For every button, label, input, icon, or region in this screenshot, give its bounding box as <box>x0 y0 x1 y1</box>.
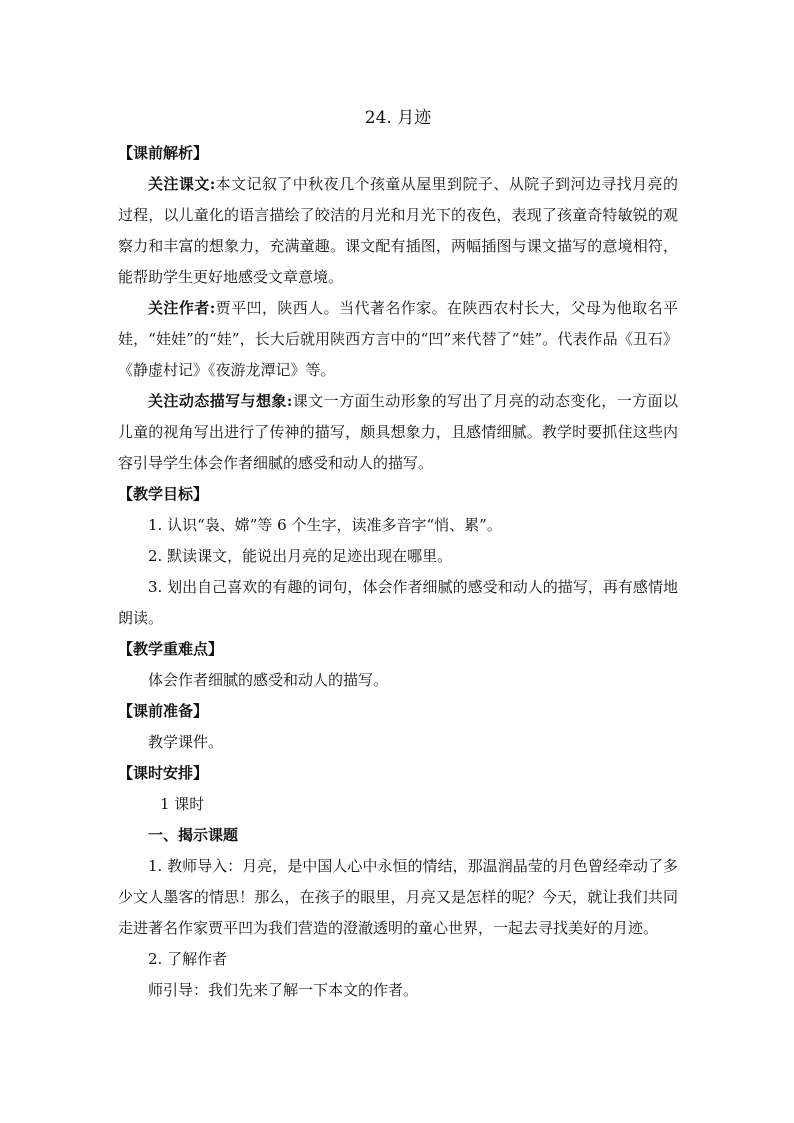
know-author-item: 2. 了解作者 <box>148 950 228 968</box>
section-heading-goals: 【教学目标】 <box>118 485 209 503</box>
section-heading-analysis: 【课前解析】 <box>118 144 209 162</box>
difficulty-text: 体会作者细腻的感受和动人的描写。 <box>148 671 389 689</box>
paragraph-focus-author <box>118 293 678 386</box>
teacher-intro-paragraph: 1. 教师导入：月亮，是中国人心中永恒的情结，那温润晶莹的月色曾经牵动了多少文人墨客的情思！那么，在孩子的眼里，月亮又是怎样的呢？今天，就让我们共同走进著名作家贾平凹为我们营造的澄澈透明的童心世界，一起去寻找美好的月迹。 <box>118 857 678 937</box>
body-focus-description: 课文一方面生动形象的写出了月亮的动态变化，一方面以儿童的视角写出进行了传神的描写，颇具想象力，且感情细腻。教学时要抓住这些内容引导学生体会作者细腻的感受和动人的描写。 <box>118 392 678 472</box>
lead-focus-author: 关注作者: <box>148 299 216 317</box>
subsection-heading-reveal-topic: 一、揭示课题 <box>148 826 239 844</box>
goal-item-2: 2. 默读课文，能说出月亮的足迹出现在哪里。 <box>148 547 453 565</box>
paragraph-focus-text <box>118 169 678 293</box>
paragraph-focus-description <box>118 386 678 479</box>
goal-item-1: 1. 认识“袅、嫦”等 6 个生字，读准多音字“悄、累”。 <box>148 516 502 534</box>
prep-text: 教学课件。 <box>148 733 224 751</box>
section-heading-schedule: 【课时安排】 <box>118 764 209 782</box>
lead-focus-text: 关注课文: <box>148 175 216 193</box>
body-focus-author: 贾平凹，陕西人。当代著名作家。在陕西农村长大，父母为他取名平娃，“娃娃”的“娃”，长大后就用陕西方言中的“凹”来代替了“娃”。代表作品《丑石》《静虚村记》《夜游龙潭记》等。 <box>118 299 678 379</box>
page-title: 24. 月迹 <box>364 108 432 128</box>
goal-item-3: 3. 划出自己喜欢的有趣的词句，体会作者细腻的感受和动人的描写，再有感情地朗读。 <box>118 578 678 627</box>
schedule-text: 1 课时 <box>160 795 205 813</box>
document-page <box>118 100 678 1006</box>
section-heading-prep: 【课前准备】 <box>118 702 209 720</box>
teacher-guide-paragraph: 师引导：我们先来了解一下本文的作者。 <box>148 981 419 999</box>
section-heading-difficulty: 【教学重难点】 <box>118 640 224 658</box>
lead-focus-description: 关注动态描写与想象: <box>148 392 293 410</box>
body-focus-text: 本文记叙了中秋夜几个孩童从屋里到院子、从院子到河边寻找月亮的过程，以儿童化的语言描绘了皎洁的月光和月光下的夜色，表现了孩童奇特敏锐的观察力和丰富的想象力，充满童趣。课文配有插图，两幅插图与课文描写的意境相符，能帮助学生更好地感受文章意境。 <box>118 175 678 286</box>
